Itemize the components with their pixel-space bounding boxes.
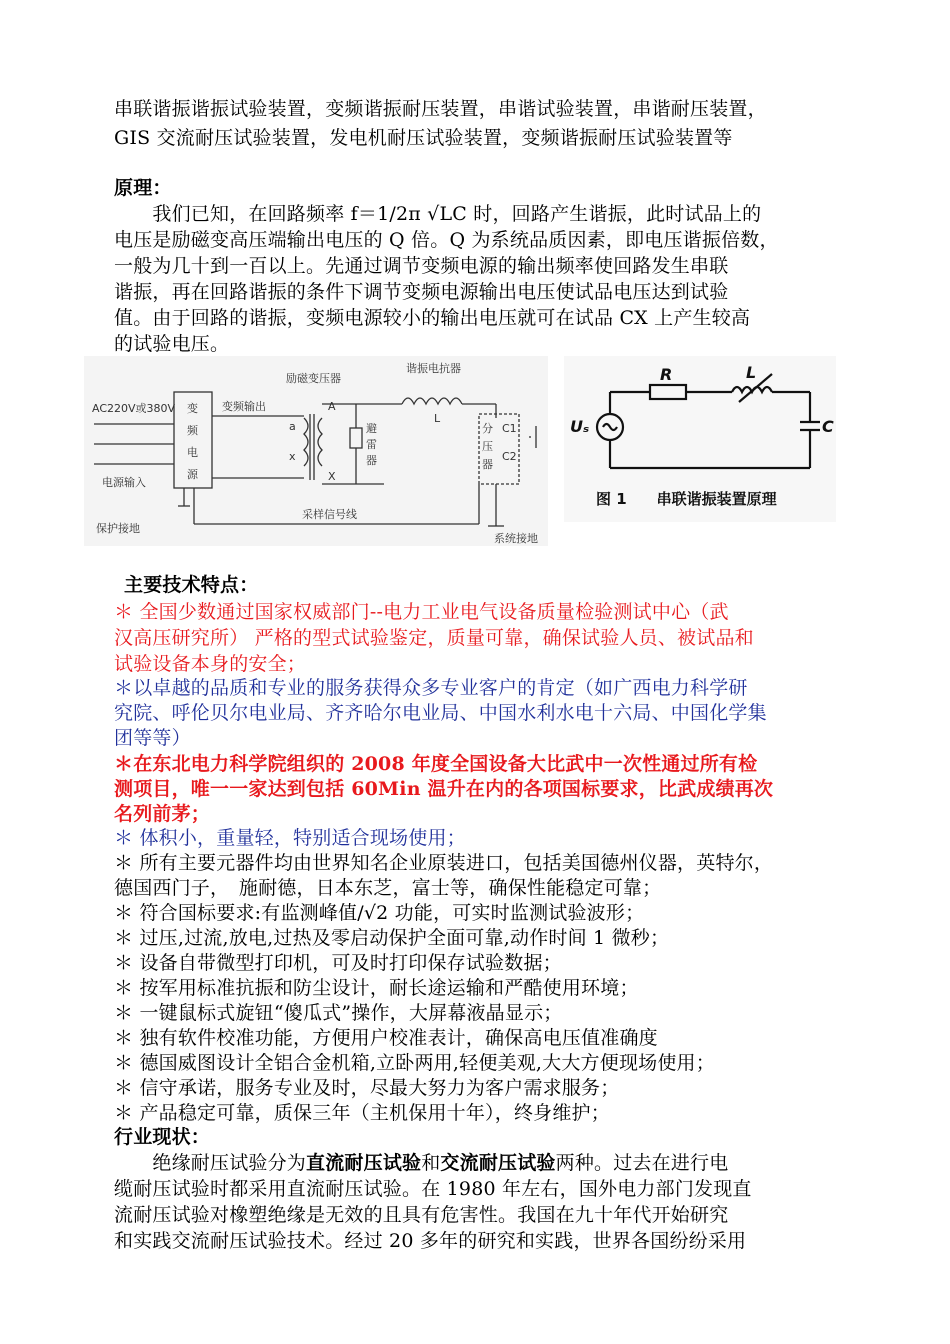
industry-line-1: [114, 1150, 728, 1176]
us-label: Uₛ: [570, 417, 590, 436]
power-input-label: 电源输入: [102, 476, 146, 489]
feature-line: ＊ 过压,过流,放电,过热及零启动保护全面可靠,动作时间 1 微秒；: [114, 927, 670, 949]
feature-red-bold-line: 测项目，唯一一家达到包括 60Min 温升在内的各项国标要求，比武成绩再次: [114, 778, 774, 800]
principle-line: 谐振，再在回路谐振的条件下调节变频电源输出电压使试品电压达到试验: [114, 281, 729, 303]
principle-line: 我们已知，在回路频率 f＝1/2π √LC 时，回路产生谐振，此时试品上的: [114, 203, 762, 225]
pin-c2: C2: [502, 450, 517, 463]
feature-red-bold-line: ＊在东北电力科学院组织的 2008 年度全国设备大比武中一次性通过所有检: [114, 753, 758, 775]
pin-x-hv: X: [328, 470, 336, 483]
feature-line: ＊ 设备自带微型打印机，可及时打印保存试验数据；: [114, 952, 562, 974]
pin-x-lv: x: [289, 450, 296, 463]
c-label: C: [822, 417, 834, 436]
feature-red-line: 汉高压研究所） 严格的型式试验鉴定，质量可靠，确保试验人员、被试品和: [114, 627, 754, 649]
ac-input-label: AC220V或380V: [92, 402, 176, 415]
industry-heading: 行业现状：: [114, 1126, 211, 1148]
system-ground-label: 系统接地: [494, 532, 538, 545]
feature-line: ＊ 信守承诺，服务专业及时，尽最大努力为客户需求服务；: [114, 1077, 620, 1099]
feature-line: ＊ 符合国标要求:有监测峰值/√2 功能，可实时监测试验波形；: [114, 902, 645, 924]
feature-line: ＊ 独有软件校准功能，方便用户校准表计，确保高电压值准确度: [114, 1027, 658, 1049]
intro-line-1: 串联谐振谐振试验装置，变频谐振耐压装置，串谐试验装置，串谐耐压装置，: [114, 98, 767, 120]
l-label: L: [746, 363, 757, 382]
sample-line-label: 采样信号线: [302, 508, 357, 521]
arrester-char: 器: [366, 454, 377, 467]
principle-heading: 原理：: [114, 177, 172, 199]
feature-line: ＊ 一键鼠标式旋钮“傻瓜式”操作，大屏幕液晶显示；: [114, 1002, 563, 1024]
exciter-label: 励磁变压器: [286, 372, 341, 385]
principle-line: 值。由于回路的谐振，变频电源较小的输出电压就可在试品 CX 上产生较高: [114, 307, 751, 329]
industry-line: 缆耐压试验时都采用直流耐压试验。在 1980 年左右，国外电力部门发现直: [114, 1178, 752, 1200]
pin-c1: C1: [502, 422, 517, 435]
feature-blue-line: ＊ 体积小，重量轻，特别适合现场使用；: [114, 827, 466, 849]
principle-line: 电压是励磁变高压端输出电压的 Q 倍。Q 为系统品质因素，即电压谐振倍数，: [114, 229, 779, 251]
principle-line: 的试验电压。: [114, 333, 230, 355]
feature-line: ＊ 所有主要元器件均由世界知名企业原装进口，包括美国德州仪器，英特尔，: [114, 852, 774, 874]
feature-line: ＊ 产品稳定可靠，质保三年（主机保用十年），终身维护；: [114, 1102, 610, 1124]
feature-line: ＊ 德国威图设计全铝合金机箱,立卧两用,轻便美观,大大方便现场使用；: [114, 1052, 715, 1074]
intro-line-2: GIS 交流耐压试验装置，发电机耐压试验装置，变频谐振耐压试验装置等: [114, 127, 733, 149]
protect-ground-label: 保护接地: [96, 522, 140, 535]
feature-blue-line: ＊以卓越的品质和专业的服务获得众多专业客户的肯定（如广西电力科学研: [114, 677, 748, 699]
vf-output-label: 变频输出: [222, 400, 266, 413]
feature-red-line: ＊ 全国少数通过国家权威部门--电力工业电气设备质量检验测试中心（武: [114, 601, 729, 623]
figure-caption: 图 1 串联谐振装置原理: [596, 490, 777, 508]
vf-source-char: 电: [187, 446, 198, 459]
arrester-char: 雷: [366, 438, 377, 451]
feature-blue-line: 究院、呼伦贝尔电业局、齐齐哈尔电业局、中国水利水电十六局、中国化学集: [114, 702, 767, 724]
test-circuit-diagram: [84, 356, 548, 546]
r-label: R: [660, 365, 673, 384]
vf-source-char: 源: [187, 468, 198, 481]
feature-blue-line: 团等等）: [114, 727, 191, 749]
reactor-label: 谐振电抗器: [406, 362, 461, 375]
divider-char: 压: [482, 440, 493, 453]
arrester-char: 避: [366, 422, 377, 435]
feature-line: ＊ 按军用标准抗振和防尘设计，耐长途运输和严酷使用环境；: [114, 977, 639, 999]
industry-line: 和实践交流耐压试验技术。经过 20 多年的研究和实践，世界各国纷纷采用: [114, 1230, 747, 1252]
pin-a: A: [328, 400, 336, 413]
principle-diagram: [564, 356, 836, 522]
industry-line: 流耐压试验对橡塑绝缘是无效的且具有危害性。我国在九十年代开始研究: [114, 1204, 729, 1226]
feature-line: 德国西门子， 施耐德，日本东芝，富士等，确保性能稳定可靠；: [114, 877, 662, 899]
vf-source-char: 频: [187, 424, 198, 437]
dc-test-term: 直流耐压试验: [306, 1152, 422, 1174]
feature-red-line: 试验设备本身的安全；: [114, 653, 307, 675]
divider-char: 器: [482, 458, 493, 471]
industry-text: 绝缘耐压试验分为: [114, 1152, 307, 1174]
vf-source-char: 变: [187, 402, 198, 415]
industry-text: 和: [421, 1152, 441, 1174]
features-heading: 主要技术特点：: [124, 574, 259, 596]
feature-red-bold-line: 名列前茅；: [114, 803, 211, 825]
industry-text: 两种。过去在进行电: [555, 1152, 729, 1174]
divider-char: 分: [482, 422, 493, 435]
ac-test-term: 交流耐压试验: [440, 1152, 556, 1174]
pin-a-lv: a: [289, 420, 296, 433]
principle-line: 一般为几十到一百以上。先通过调节变频电源的输出频率使回路发生串联: [114, 255, 729, 277]
pin-l: L: [434, 412, 441, 425]
